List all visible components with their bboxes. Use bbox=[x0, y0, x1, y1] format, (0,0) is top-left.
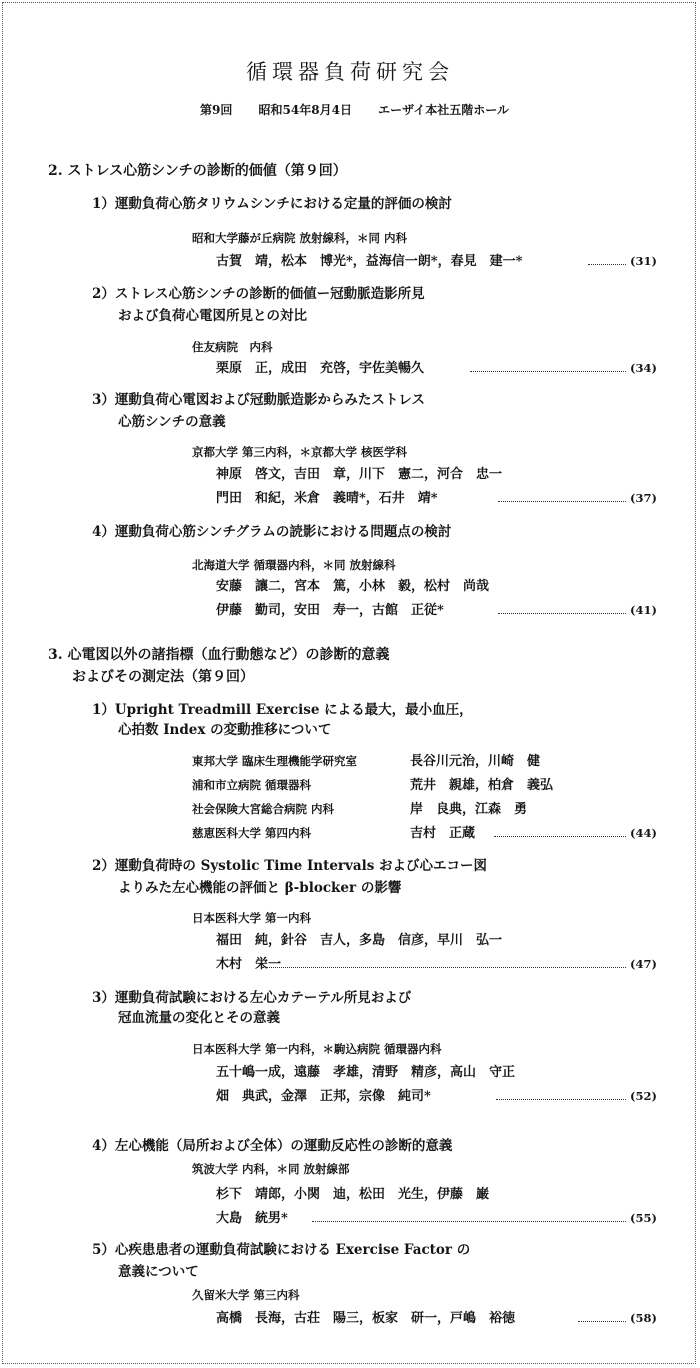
page-number: (41) bbox=[630, 603, 657, 617]
item-affiliation: 日本医科大学 第一内科，＊駒込病院 循環器内科 bbox=[192, 1042, 442, 1056]
item-authors: 安藤 讓二，宮本 篤，小林 毅，松村 尚哉 bbox=[216, 579, 490, 594]
item-title-line: 心拍数 Index の変動推移について bbox=[118, 722, 332, 738]
item-authors-line: 門田 和紀，米倉 義晴*，石井 靖* bbox=[216, 491, 438, 506]
row-authors: 長谷川元治，川崎 健 bbox=[410, 754, 541, 769]
item-title-line: よりみた左心機能の評価と β-blocker の影響 bbox=[118, 880, 402, 896]
row-affiliation: 慈恵医科大学 第四内科 bbox=[192, 826, 312, 840]
item-authors-line: 畑 典武，金澤 正邦，宗像 純司* bbox=[216, 1089, 431, 1104]
page-number: (37) bbox=[630, 491, 657, 505]
item-authors: 古賀 靖，松本 博光*，益海信一朗*，春見 建一* bbox=[216, 254, 523, 269]
item-authors: 高橋 長海，古荘 陽三，板家 研一，戸嶋 裕徳 bbox=[216, 1311, 516, 1326]
leader-dots bbox=[498, 613, 626, 615]
item-authors: 五十嶋一成，遠藤 孝雄，清野 精彦，高山 守正 bbox=[216, 1065, 516, 1080]
leader-dots bbox=[470, 371, 626, 373]
leader-dots bbox=[588, 264, 626, 266]
section-heading: 3. 心電図以外の諸指標（血行動態など）の診断的意義 bbox=[48, 647, 390, 663]
meeting-date: 昭和54年8月4日 bbox=[258, 103, 352, 117]
leader-dots bbox=[312, 1221, 626, 1223]
row-authors: 吉村 正蔵 bbox=[410, 826, 476, 841]
item-title-line: 心筋シンチの意義 bbox=[118, 414, 226, 430]
leader-dots bbox=[496, 1099, 626, 1101]
item-title-line: および負荷心電図所見との対比 bbox=[118, 308, 307, 324]
row-affiliation: 社会保険大宮総合病院 内科 bbox=[192, 802, 335, 816]
section-heading-line: およびその測定法（第９回） bbox=[72, 669, 254, 685]
page-number: (47) bbox=[630, 957, 657, 971]
item-authors: 福田 純，針谷 吉人，多島 信彦，早川 弘一 bbox=[216, 933, 503, 948]
section-heading: 2. ストレス心筋シンチの診断的価値（第９回） bbox=[48, 163, 347, 179]
leader-dots bbox=[498, 501, 626, 503]
item-authors: 杉下 靖郎，小関 迪，松田 光生，伊藤 巌 bbox=[216, 1187, 490, 1202]
item-authors-line: 木村 栄一 bbox=[216, 957, 282, 972]
item-affiliation: 北海道大学 循環器内科，＊同 放射線科 bbox=[192, 558, 396, 572]
item-title: 4）運動負荷心筋シンチグラムの読影における問題点の検討 bbox=[92, 524, 452, 540]
item-authors-line: 伊藤 勤司，安田 寿一，古館 正従* bbox=[216, 603, 444, 618]
item-affiliation: 久留米大学 第三内科 bbox=[192, 1288, 300, 1302]
item-title-line: 冠血流量の変化とその意義 bbox=[118, 1010, 280, 1026]
meeting-venue: エーザイ本社五階ホール bbox=[378, 103, 510, 117]
item-affiliation: 住友病院 内科 bbox=[192, 340, 273, 354]
item-authors: 栗原 正，成田 充啓，宇佐美暢久 bbox=[216, 361, 425, 376]
row-affiliation: 東邦大学 臨床生理機能学研究室 bbox=[192, 754, 358, 768]
item-title: 3）運動負荷試験における左心カテーテル所見および bbox=[92, 990, 412, 1006]
item-title: 4）左心機能（局所および全体）の運動反応性の診断的意義 bbox=[92, 1138, 453, 1154]
item-affiliation: 京都大学 第三内科，＊京都大学 核医学科 bbox=[192, 445, 408, 459]
item-title: 5）心疾患患者の運動負荷試験における Exercise Factor の bbox=[92, 1242, 471, 1258]
item-authors: 神原 啓文，吉田 章，川下 憲二，河合 忠一 bbox=[216, 467, 503, 482]
item-title: 1）Upright Treadmill Exercise による最大，最小血圧， bbox=[92, 702, 473, 718]
meeting-info bbox=[200, 104, 531, 116]
row-authors: 岸 良典，江森 勇 bbox=[410, 802, 528, 817]
item-affiliation: 昭和大学藤が丘病院 放射線科，＊同 内科 bbox=[192, 231, 408, 245]
item-title: 2）運動負荷時の Systolic Time Intervals および心エコー図 bbox=[92, 858, 488, 874]
page-number: (44) bbox=[630, 826, 657, 840]
session-number: 第9回 bbox=[200, 103, 233, 117]
leader-dots bbox=[494, 836, 626, 838]
leader-dots bbox=[262, 967, 626, 969]
item-affiliation: 日本医科大学 第一内科 bbox=[192, 911, 312, 925]
row-authors: 荒井 親雄，柏倉 義弘 bbox=[410, 778, 554, 793]
item-affiliation: 筑波大学 内科，＊同 放射線部 bbox=[192, 1162, 350, 1176]
leader-dots bbox=[578, 1321, 626, 1323]
item-title: 3）運動負荷心電図および冠動脈造影からみたストレス bbox=[92, 392, 425, 408]
page-number: (31) bbox=[630, 254, 657, 268]
page-number: (58) bbox=[630, 1311, 657, 1325]
page-number: (52) bbox=[630, 1089, 657, 1103]
page-title: 循環器負荷研究会 bbox=[246, 60, 454, 84]
page-number: (34) bbox=[630, 361, 657, 375]
item-title: 1）運動負荷心筋タリウムシンチにおける定量的評価の検討 bbox=[92, 196, 452, 212]
item-title: 2）ストレス心筋シンチの診断的価値ー冠動脈造影所見 bbox=[92, 286, 425, 302]
page-number: (55) bbox=[630, 1211, 657, 1225]
item-authors-line: 大島 統男* bbox=[216, 1211, 288, 1226]
row-affiliation: 浦和市立病院 循環器科 bbox=[192, 778, 312, 792]
item-title-line: 意義について bbox=[118, 1264, 199, 1280]
